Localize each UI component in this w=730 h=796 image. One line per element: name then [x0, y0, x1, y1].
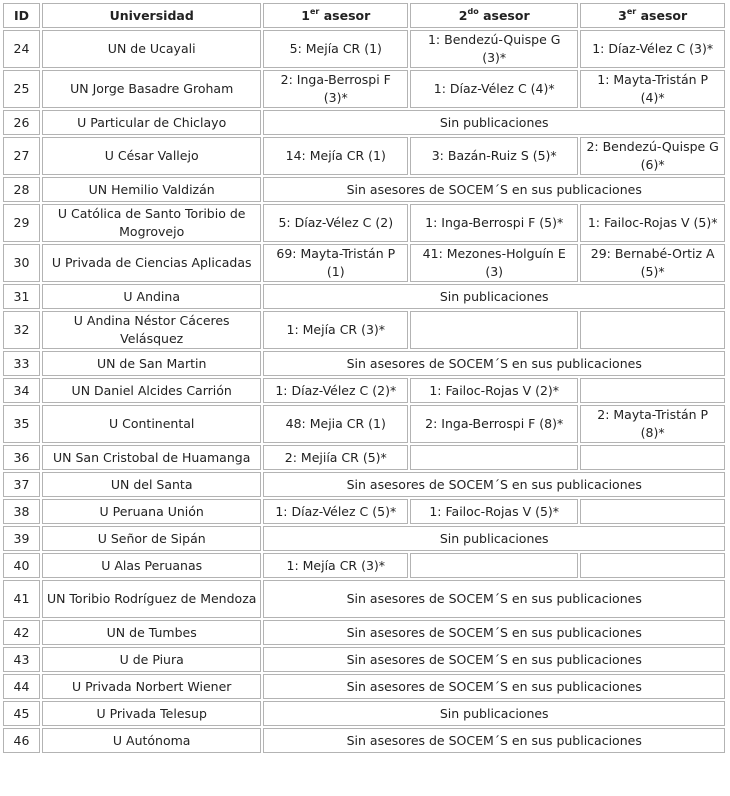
header-advisor-3-num: 3	[618, 7, 627, 23]
header-advisor-3-word: asesor	[636, 7, 688, 23]
cell-id: 37	[3, 472, 40, 497]
cell-university: U de Piura	[42, 647, 262, 672]
cell-id: 42	[3, 620, 40, 645]
header-advisor-1-num: 1	[301, 7, 310, 23]
cell-advisor-3: 2: Mayta-Tristán P (8)*	[580, 405, 725, 443]
table-row	[3, 378, 725, 403]
cell-university: U Autónoma	[42, 728, 262, 753]
cell-merged-note: Sin asesores de SOCEM´S en sus publicaciones	[263, 580, 725, 618]
header-university: Universidad	[42, 3, 262, 28]
cell-id: 36	[3, 445, 40, 470]
table-row	[3, 647, 725, 672]
cell-merged-note: Sin asesores de SOCEM´S en sus publicaciones	[263, 177, 725, 202]
table-row	[3, 728, 725, 753]
cell-merged-note: Sin asesores de SOCEM´S en sus publicaciones	[263, 472, 725, 497]
cell-id: 28	[3, 177, 40, 202]
cell-advisor-3	[580, 553, 725, 578]
table-row	[3, 553, 725, 578]
cell-id: 31	[3, 284, 40, 309]
table-row	[3, 445, 725, 470]
cell-merged-note: Sin asesores de SOCEM´S en sus publicaciones	[263, 620, 725, 645]
table-row	[3, 499, 725, 524]
cell-id: 30	[3, 244, 40, 282]
cell-advisor-3: 1: Díaz-Vélez C (3)*	[580, 30, 725, 68]
cell-advisor-1: 2: Mejiía CR (5)*	[263, 445, 408, 470]
table-body	[3, 30, 725, 753]
cell-university: UN Toribio Rodríguez de Mendoza	[42, 580, 262, 618]
cell-advisor-2	[410, 311, 578, 349]
cell-advisor-1: 2: Inga-Berrospi F (3)*	[263, 70, 408, 108]
cell-advisor-1: 48: Mejia CR (1)	[263, 405, 408, 443]
cell-merged-note: Sin publicaciones	[263, 284, 725, 309]
cell-university: UN Jorge Basadre Groham	[42, 70, 262, 108]
cell-advisor-2: 2: Inga-Berrospi F (8)*	[410, 405, 578, 443]
cell-university: UN Daniel Alcides Carrión	[42, 378, 262, 403]
cell-advisor-2: 1: Failoc-Rojas V (5)*	[410, 499, 578, 524]
cell-id: 35	[3, 405, 40, 443]
cell-id: 32	[3, 311, 40, 349]
cell-merged-note: Sin publicaciones	[263, 701, 725, 726]
cell-university: U Alas Peruanas	[42, 553, 262, 578]
cell-id: 43	[3, 647, 40, 672]
header-advisor-3-sup: er	[626, 6, 637, 16]
cell-id: 44	[3, 674, 40, 699]
table-row	[3, 284, 725, 309]
table-row	[3, 70, 725, 108]
cell-id: 45	[3, 701, 40, 726]
header-advisor-1-sup: er	[309, 6, 320, 16]
cell-id: 40	[3, 553, 40, 578]
cell-id: 33	[3, 351, 40, 376]
cell-advisor-3	[580, 445, 725, 470]
cell-advisor-3	[580, 499, 725, 524]
cell-university: U Privada Norbert Wiener	[42, 674, 262, 699]
header-advisor-3	[580, 3, 725, 28]
cell-id: 38	[3, 499, 40, 524]
cell-advisor-3	[580, 378, 725, 403]
cell-university: U Continental	[42, 405, 262, 443]
cell-university: UN San Cristobal de Huamanga	[42, 445, 262, 470]
cell-advisor-2	[410, 553, 578, 578]
table-row	[3, 405, 725, 443]
cell-id: 34	[3, 378, 40, 403]
cell-advisor-3: 1: Mayta-Tristán P (4)*	[580, 70, 725, 108]
cell-advisor-1: 69: Mayta-Tristán P (1)	[263, 244, 408, 282]
header-advisor-2-sup: do	[467, 6, 479, 16]
cell-advisor-2	[410, 445, 578, 470]
table-row	[3, 472, 725, 497]
table-row	[3, 110, 725, 135]
cell-university: U Privada Telesup	[42, 701, 262, 726]
cell-university: UN de Tumbes	[42, 620, 262, 645]
table-row	[3, 244, 725, 282]
cell-university: UN de Ucayali	[42, 30, 262, 68]
advisors-table	[1, 1, 727, 755]
header-advisor-2	[410, 3, 578, 28]
header-id: ID	[3, 3, 40, 28]
cell-university: UN del Santa	[42, 472, 262, 497]
cell-advisor-3: 29: Bernabé-Ortiz A (5)*	[580, 244, 725, 282]
cell-id: 27	[3, 137, 40, 175]
cell-advisor-3	[580, 311, 725, 349]
cell-id: 41	[3, 580, 40, 618]
cell-advisor-2: 1: Failoc-Rojas V (2)*	[410, 378, 578, 403]
cell-advisor-1: 1: Díaz-Vélez C (5)*	[263, 499, 408, 524]
cell-merged-note: Sin asesores de SOCEM´S en sus publicaciones	[263, 728, 725, 753]
cell-university: U Peruana Unión	[42, 499, 262, 524]
header-advisor-2-word: asesor	[478, 7, 530, 23]
table-row	[3, 177, 725, 202]
cell-advisor-2: 1: Díaz-Vélez C (4)*	[410, 70, 578, 108]
cell-university: U Católica de Santo Toribio de Mogrovejo	[42, 204, 262, 242]
cell-merged-note: Sin asesores de SOCEM´S en sus publicaciones	[263, 647, 725, 672]
cell-university: U Andina Néstor Cáceres Velásquez	[42, 311, 262, 349]
cell-id: 29	[3, 204, 40, 242]
cell-merged-note: Sin asesores de SOCEM´S en sus publicaciones	[263, 674, 725, 699]
header-advisor-1	[263, 3, 408, 28]
cell-advisor-1: 1: Mejía CR (3)*	[263, 553, 408, 578]
cell-id: 24	[3, 30, 40, 68]
cell-university: U Particular de Chiclayo	[42, 110, 262, 135]
header-advisor-2-num: 2	[458, 7, 468, 23]
table-row	[3, 351, 725, 376]
cell-advisor-2: 1: Inga-Berrospi F (5)*	[410, 204, 578, 242]
table-row	[3, 204, 725, 242]
cell-university: U Señor de Sipán	[42, 526, 262, 551]
cell-advisor-1: 5: Díaz-Vélez C (2)	[263, 204, 408, 242]
table-row	[3, 30, 725, 68]
table-row	[3, 580, 725, 618]
cell-university: UN Hemilio Valdizán	[42, 177, 262, 202]
cell-advisor-3: 2: Bendezú-Quispe G (6)*	[580, 137, 725, 175]
cell-advisor-3: 1: Failoc-Rojas V (5)*	[580, 204, 725, 242]
cell-university: U Andina	[42, 284, 262, 309]
cell-advisor-1: 1: Díaz-Vélez C (2)*	[263, 378, 408, 403]
header-advisor-1-word: asesor	[319, 7, 371, 23]
cell-advisor-2: 41: Mezones-Holguín E (3)	[410, 244, 578, 282]
cell-id: 46	[3, 728, 40, 753]
table-row	[3, 137, 725, 175]
cell-id: 39	[3, 526, 40, 551]
cell-advisor-1: 1: Mejía CR (3)*	[263, 311, 408, 349]
cell-university: U César Vallejo	[42, 137, 262, 175]
header-row	[3, 3, 725, 28]
table-row	[3, 526, 725, 551]
cell-university: UN de San Martin	[42, 351, 262, 376]
cell-advisor-2: 1: Bendezú-Quispe G (3)*	[410, 30, 578, 68]
table-row	[3, 620, 725, 645]
table-row	[3, 701, 725, 726]
cell-id: 26	[3, 110, 40, 135]
cell-merged-note: Sin asesores de SOCEM´S en sus publicaciones	[263, 351, 725, 376]
cell-id: 25	[3, 70, 40, 108]
cell-advisor-1: 14: Mejía CR (1)	[263, 137, 408, 175]
cell-merged-note: Sin publicaciones	[263, 526, 725, 551]
cell-advisor-1: 5: Mejía CR (1)	[263, 30, 408, 68]
table-row	[3, 311, 725, 349]
cell-university: U Privada de Ciencias Aplicadas	[42, 244, 262, 282]
table-row	[3, 674, 725, 699]
cell-merged-note: Sin publicaciones	[263, 110, 725, 135]
cell-advisor-2: 3: Bazán-Ruiz S (5)*	[410, 137, 578, 175]
